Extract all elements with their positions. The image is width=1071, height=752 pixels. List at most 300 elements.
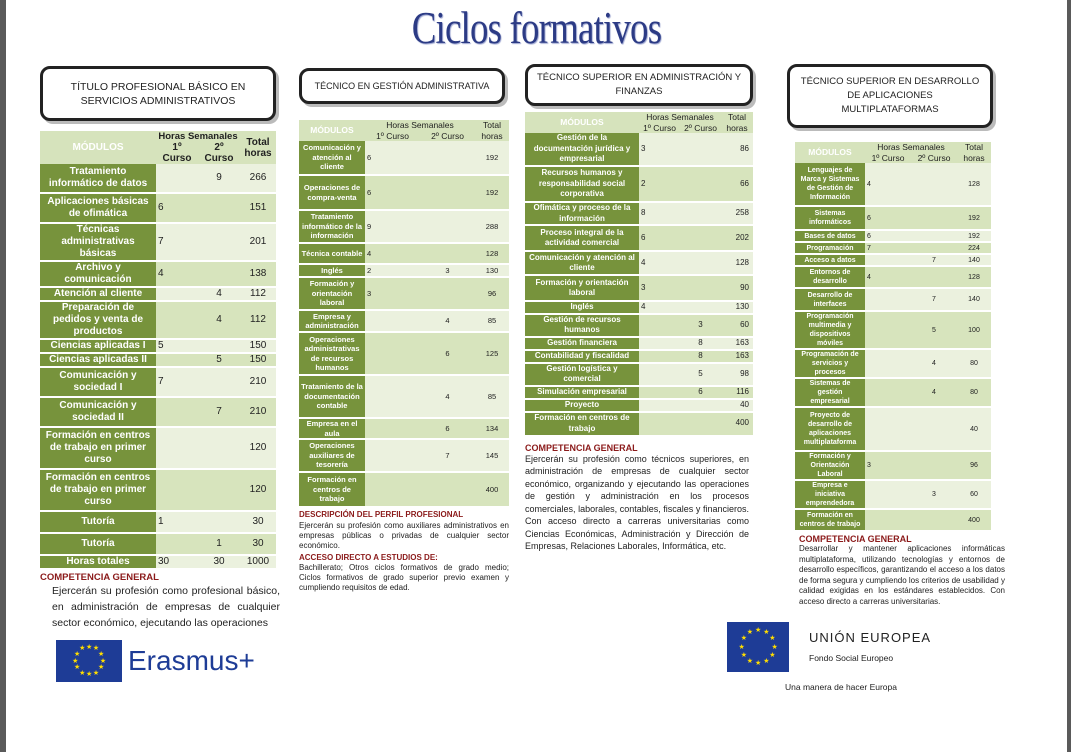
course-hours	[680, 133, 721, 166]
brochure-page	[6, 0, 1067, 752]
course-hours: 5	[198, 353, 240, 367]
course-hours: 7	[156, 367, 198, 397]
star-icon: ★	[79, 645, 86, 653]
course-hours	[865, 509, 911, 531]
course-hours: 6	[420, 332, 475, 375]
module-name: Formación en centros de trabajo en primer curso	[40, 427, 156, 469]
course-hours	[420, 472, 475, 507]
table-row	[40, 287, 276, 301]
total-hours: 96	[475, 277, 509, 310]
total-hours: 120	[240, 427, 276, 469]
table-row	[40, 301, 276, 339]
course-hours: 9	[365, 210, 420, 243]
total-hours: 125	[475, 332, 509, 375]
total-hours: 40	[721, 399, 753, 412]
course-hours: 4	[156, 261, 198, 287]
total-hours: 120	[240, 469, 276, 511]
table-row	[40, 397, 276, 427]
star-icon: ★	[86, 671, 93, 679]
module-name: Preparación de pedidos y venta de productos	[40, 301, 156, 339]
star-icon: ★	[738, 643, 745, 651]
module-name: Comunicación y atención al cliente	[525, 251, 639, 275]
table-row	[40, 469, 276, 511]
course-hours: 4	[198, 287, 240, 301]
table-row	[525, 350, 753, 363]
total-hours: 30	[240, 511, 276, 533]
page-title: Ciclos formativos	[411, 3, 662, 53]
course-hours: 4	[365, 243, 420, 264]
course1-header: 1º Curso	[156, 142, 198, 164]
course-hours: 4	[911, 378, 957, 407]
course-hours	[639, 314, 680, 337]
course-hours	[420, 243, 475, 264]
total-hours: 134	[475, 418, 509, 439]
total-hours: 100	[957, 311, 991, 349]
course-hours	[420, 277, 475, 310]
table-row	[299, 264, 509, 277]
competencia-text: Ejercerán su profesión como técnicos superiores, en administración de empresas de cualquier sector económico, organizando y ejecutando las operaciones de gestión y administración en los procesos comerciales, laborales, contables, fiscales y financieros. Con acceso directo a carreras universitarias como Ciencias Económicas, Administración y Dirección de Empresas, Relaciones Laborales, Informática, etc.	[525, 453, 749, 551]
course-hours	[156, 533, 198, 555]
course1-header: 1º Curso	[639, 123, 680, 134]
column-heading: TÉCNICO SUPERIOR EN DESARROLLO DE APLICACIONES MULTIPLATAFORMAS	[787, 64, 993, 128]
competencia-text: Desarrollar y mantener aplicaciones informáticas multiplataforma, utilizando tecnologías y entornos de desarrollo específicos, garantizando el acceso a los datos de forma segura y cumpliendo los criterios de usabilidad y calidad exigidas en los estándares establecidos. Con acceso directo a carreras universitarias.	[799, 544, 1005, 606]
total-hours: 60	[721, 314, 753, 337]
total-hours: 116	[721, 386, 753, 399]
star-icon: ★	[755, 660, 762, 667]
weekly-hours-header: Horas Semanales	[865, 142, 957, 153]
star-icon: ★	[746, 657, 754, 665]
star-icon: ★	[769, 651, 776, 659]
course1-header: 1º Curso	[865, 153, 911, 164]
module-name: Formación y orientación laboral	[525, 275, 639, 301]
course-hours	[911, 230, 957, 242]
course2-header: 2º Curso	[680, 123, 721, 134]
column-desarrollo-aplicaciones	[787, 64, 1005, 607]
table-row	[299, 141, 509, 175]
module-name: Tratamiento informático de la información	[299, 210, 365, 243]
table-row	[299, 277, 509, 310]
table-row	[795, 509, 991, 531]
course-hours	[865, 378, 911, 407]
modules-header: MÓDULOS	[525, 112, 639, 133]
competencia-text: Ejercerán su profesión como profesional básico, en administración de empresas de cualquier sector económico, ejecutando las operaciones	[52, 585, 280, 629]
table-row	[795, 451, 991, 480]
module-name: Gestión de recursos humanos	[525, 314, 639, 337]
total-hours: 266	[240, 164, 276, 193]
table-row	[299, 375, 509, 418]
course-hours	[156, 353, 198, 367]
course-hours	[420, 210, 475, 243]
total-hours: 192	[475, 175, 509, 210]
module-name: Tratamiento de la documentación contable	[299, 375, 365, 418]
course-hours: 8	[639, 202, 680, 225]
course-hours	[198, 223, 240, 261]
table-row	[525, 363, 753, 386]
course-hours: 2	[365, 264, 420, 277]
modules-header: MÓDULOS	[795, 142, 865, 163]
table-row	[525, 251, 753, 275]
course-hours	[865, 349, 911, 378]
course-hours: 4	[198, 301, 240, 339]
course-hours	[680, 399, 721, 412]
course-hours: 4	[639, 301, 680, 314]
course-hours	[639, 412, 680, 436]
total-hours: 130	[475, 264, 509, 277]
modules-table	[40, 131, 276, 570]
course-hours	[198, 511, 240, 533]
course-hours	[639, 337, 680, 350]
column-basic-title	[40, 66, 280, 631]
module-name: Lenguajes de Marca y Sistemas de Gestión de Información	[795, 163, 865, 206]
table-row	[795, 349, 991, 378]
module-name: Inglés	[525, 301, 639, 314]
total-hours: 128	[721, 251, 753, 275]
eu-name: UNIÓN EUROPEA	[809, 630, 932, 645]
course-hours: 30	[198, 555, 240, 569]
course-hours	[680, 202, 721, 225]
access-text: Bachillerato; Otros ciclos formativos de grado medio; Ciclos formativos de grado superior previo examen y cumpliendo requisitos de edad.	[299, 563, 509, 592]
column-heading: TÍTULO PROFESIONAL BÁSICO EN SERVICIOS ADMINISTRATIVOS	[40, 66, 276, 121]
total-hours: 192	[957, 206, 991, 230]
course-hours	[365, 332, 420, 375]
course-hours	[680, 412, 721, 436]
course-hours: 3	[639, 275, 680, 301]
course-hours: 7	[198, 397, 240, 427]
eu-fund: Fondo Social Europeo	[809, 653, 894, 663]
module-name: Programación multimedia y dispositivos móviles	[795, 311, 865, 349]
module-name: Proyecto de desarrollo de aplicaciones multiplataforma	[795, 407, 865, 451]
total-hours: 40	[957, 407, 991, 451]
course-hours	[420, 175, 475, 210]
star-icon: ★	[763, 657, 770, 665]
total-hours: 224	[957, 242, 991, 254]
course-hours: 5	[911, 311, 957, 349]
total-hours: 400	[475, 472, 509, 507]
course-hours: 3	[911, 480, 957, 509]
module-name: Formación y orientación laboral	[299, 277, 365, 310]
course-hours: 6	[365, 141, 420, 175]
star-icon: ★	[771, 643, 778, 651]
module-name: Comunicación y sociedad I	[40, 367, 156, 397]
course-hours	[911, 163, 957, 206]
table-row	[40, 353, 276, 367]
total-hours: 192	[957, 230, 991, 242]
course-hours: 7	[865, 242, 911, 254]
course-hours: 6	[365, 175, 420, 210]
module-name: Formación en centros de trabajo	[795, 509, 865, 531]
modules-table-body	[299, 141, 509, 507]
module-name: Técnicas administrativas básicas	[40, 223, 156, 261]
module-name: Proyecto	[525, 399, 639, 412]
course-hours	[865, 288, 911, 311]
table-row	[525, 412, 753, 436]
competencia-title: COMPETENCIA GENERAL	[799, 534, 912, 544]
table-row	[795, 311, 991, 349]
table-row	[525, 301, 753, 314]
course-hours: 8	[680, 337, 721, 350]
course-hours	[911, 266, 957, 288]
total-hours: 210	[240, 397, 276, 427]
course-hours	[420, 141, 475, 175]
course-hours: 3	[865, 451, 911, 480]
star-icon: ★	[740, 651, 747, 659]
course-hours: 1	[198, 533, 240, 555]
total-hours: 90	[721, 275, 753, 301]
modules-table	[795, 142, 991, 532]
star-icon: ★	[72, 657, 79, 665]
course-hours	[911, 509, 957, 531]
course-hours: 6	[865, 206, 911, 230]
course-hours	[639, 363, 680, 386]
course-hours	[198, 193, 240, 223]
course-hours: 9	[198, 164, 240, 193]
table-row	[795, 480, 991, 509]
course-hours	[680, 275, 721, 301]
course-hours: 3	[365, 277, 420, 310]
course-hours	[365, 310, 420, 332]
table-row	[299, 310, 509, 332]
total-hours: 151	[240, 193, 276, 223]
table-row	[525, 386, 753, 399]
competencia-title: COMPETENCIA GENERAL	[525, 442, 638, 453]
total-hours: 201	[240, 223, 276, 261]
total-hours: 80	[957, 378, 991, 407]
star-icon: ★	[79, 669, 86, 677]
course-hours: 6	[639, 225, 680, 251]
course-hours	[365, 472, 420, 507]
weekly-hours-header: Horas Semanales	[639, 112, 721, 123]
course-hours	[911, 451, 957, 480]
course-hours: 5	[156, 339, 198, 353]
total-hours: 60	[957, 480, 991, 509]
course-hours	[680, 251, 721, 275]
course-hours	[865, 407, 911, 451]
total-hours: 210	[240, 367, 276, 397]
course1-header: 1º Curso	[365, 131, 420, 142]
course-hours	[680, 225, 721, 251]
module-name: Tratamiento informático de datos	[40, 164, 156, 193]
course-hours: 6	[865, 230, 911, 242]
total-hours: 80	[957, 349, 991, 378]
table-row	[40, 427, 276, 469]
weekly-hours-header: Horas Semanales	[365, 120, 475, 131]
course-hours	[911, 407, 957, 451]
course-hours	[639, 399, 680, 412]
course-hours	[198, 339, 240, 353]
module-name: Gestión de la documentación jurídica y empresarial	[525, 133, 639, 166]
course-hours	[865, 480, 911, 509]
total-hours: 400	[721, 412, 753, 436]
course-hours: 4	[911, 349, 957, 378]
module-name: Simulación empresarial	[525, 386, 639, 399]
course2-header: 2º Curso	[198, 142, 240, 164]
course-hours	[680, 301, 721, 314]
modules-header: MÓDULOS	[299, 120, 365, 141]
course-hours: 1	[156, 511, 198, 533]
course-hours	[865, 254, 911, 266]
total-hours-header: Total horas	[721, 112, 753, 133]
total-hours: 145	[475, 439, 509, 472]
course-hours	[639, 350, 680, 363]
total-hours: 192	[475, 141, 509, 175]
module-name: Horas totales	[40, 555, 156, 569]
module-name: Operaciones auxiliares de tesorería	[299, 439, 365, 472]
course-hours	[198, 427, 240, 469]
table-row	[40, 339, 276, 353]
table-row	[795, 230, 991, 242]
column-administracion-finanzas	[525, 64, 755, 553]
total-hours: 86	[721, 133, 753, 166]
course-hours: 4	[639, 251, 680, 275]
erasmus-logo	[56, 640, 255, 682]
course-hours: 8	[680, 350, 721, 363]
table-row	[299, 439, 509, 472]
total-hours-header: Total horas	[240, 131, 276, 164]
total-hours: 128	[957, 163, 991, 206]
total-hours: 98	[721, 363, 753, 386]
table-row	[40, 511, 276, 533]
total-hours: 112	[240, 287, 276, 301]
modules-table-body	[525, 133, 753, 436]
total-hours: 163	[721, 350, 753, 363]
module-name: Gestión logística y comercial	[525, 363, 639, 386]
table-row	[525, 133, 753, 166]
modules-header: MÓDULOS	[40, 131, 156, 164]
competencia-title: COMPETENCIA GENERAL	[40, 572, 159, 583]
total-hours: 288	[475, 210, 509, 243]
star-icon: ★	[769, 635, 776, 643]
course-hours: 7	[911, 254, 957, 266]
module-name: Recursos humanos y responsabilidad social corporativa	[525, 166, 639, 202]
table-row	[525, 202, 753, 225]
table-row	[795, 288, 991, 311]
star-icon: ★	[98, 650, 105, 658]
total-hours: 202	[721, 225, 753, 251]
module-name: Formación en centros de trabajo	[525, 412, 639, 436]
table-row	[40, 164, 276, 193]
star-icon: ★	[740, 635, 747, 643]
total-hours: 1000	[240, 555, 276, 569]
course-hours	[156, 287, 198, 301]
table-row	[40, 261, 276, 287]
total-hours: 85	[475, 310, 509, 332]
table-row	[40, 555, 276, 569]
course-hours: 7	[911, 288, 957, 311]
table-row	[795, 266, 991, 288]
course-hours	[911, 242, 957, 254]
course-hours: 7	[156, 223, 198, 261]
course-hours	[156, 469, 198, 511]
module-name: Empresa y administración	[299, 310, 365, 332]
module-name: Gestión financiera	[525, 337, 639, 350]
table-row	[40, 533, 276, 555]
course-hours	[865, 311, 911, 349]
module-name: Atención al cliente	[40, 287, 156, 301]
star-icon: ★	[746, 629, 754, 637]
module-name: Tutoría	[40, 511, 156, 533]
total-hours: 128	[957, 266, 991, 288]
total-hours: 66	[721, 166, 753, 202]
table-row	[299, 210, 509, 243]
modules-table-body	[795, 163, 991, 531]
module-name: Entornos de desarrollo	[795, 266, 865, 288]
total-hours-header: Total horas	[957, 142, 991, 163]
table-row	[40, 223, 276, 261]
module-name: Bases de datos	[795, 230, 865, 242]
table-row	[525, 314, 753, 337]
course-hours: 6	[156, 193, 198, 223]
course-hours	[156, 164, 198, 193]
star-icon: ★	[98, 664, 105, 672]
course-hours	[198, 469, 240, 511]
course-hours: 4	[420, 375, 475, 418]
modules-table	[299, 120, 509, 508]
module-name: Proceso integral de la actividad comercial	[525, 225, 639, 251]
total-hours: 85	[475, 375, 509, 418]
total-hours: 163	[721, 337, 753, 350]
total-hours: 128	[475, 243, 509, 264]
module-name: Ciencias aplicadas I	[40, 339, 156, 353]
weekly-hours-header: Horas Semanales	[156, 131, 240, 142]
course-hours	[156, 427, 198, 469]
course-hours: 5	[680, 363, 721, 386]
star-icon: ★	[86, 643, 93, 651]
module-name: Formación en centros de trabajo	[299, 472, 365, 507]
column-heading: TÉCNICO SUPERIOR EN ADMINISTRACIÓN Y FINANZAS	[525, 64, 753, 106]
total-hours: 30	[240, 533, 276, 555]
description-title: DESCRIPCIÓN DEL PERFIL PROFESIONAL	[299, 510, 464, 519]
course-hours	[198, 261, 240, 287]
star-icon: ★	[755, 627, 762, 634]
module-name: Contabilidad y fiscalidad	[525, 350, 639, 363]
table-row	[525, 275, 753, 301]
table-row	[525, 166, 753, 202]
total-hours: 112	[240, 301, 276, 339]
module-name: Aplicaciones básicas de ofimática	[40, 193, 156, 223]
module-name: Comunicación y sociedad II	[40, 397, 156, 427]
table-row	[299, 175, 509, 210]
table-row	[795, 254, 991, 266]
module-name: Ciencias aplicadas II	[40, 353, 156, 367]
course-hours	[365, 418, 420, 439]
table-row	[795, 163, 991, 206]
table-row	[40, 193, 276, 223]
table-row	[299, 418, 509, 439]
course-hours: 4	[865, 163, 911, 206]
erasmus-label: Erasmus+	[128, 645, 255, 676]
table-row	[795, 206, 991, 230]
eu-motto: Una manera de hacer Europa	[785, 682, 897, 692]
table-row	[795, 407, 991, 451]
module-name: Inglés	[299, 264, 365, 277]
course-hours: 3	[639, 133, 680, 166]
course-hours: 7	[420, 439, 475, 472]
course2-header: 2º Curso	[420, 131, 475, 142]
total-hours: 258	[721, 202, 753, 225]
module-name: Comunicación y atención al cliente	[299, 141, 365, 175]
module-name: Empresa e iniciativa emprendedora	[795, 480, 865, 509]
star-icon: ★	[763, 629, 770, 637]
total-hours: 400	[957, 509, 991, 531]
total-hours: 150	[240, 353, 276, 367]
total-hours: 150	[240, 339, 276, 353]
column-gestion-administrativa	[299, 68, 511, 593]
course-hours	[198, 367, 240, 397]
table-row	[525, 337, 753, 350]
course-hours	[911, 206, 957, 230]
module-name: Operaciones administrativas de recursos humanos	[299, 332, 365, 375]
module-name: Operaciones de compra-venta	[299, 175, 365, 210]
